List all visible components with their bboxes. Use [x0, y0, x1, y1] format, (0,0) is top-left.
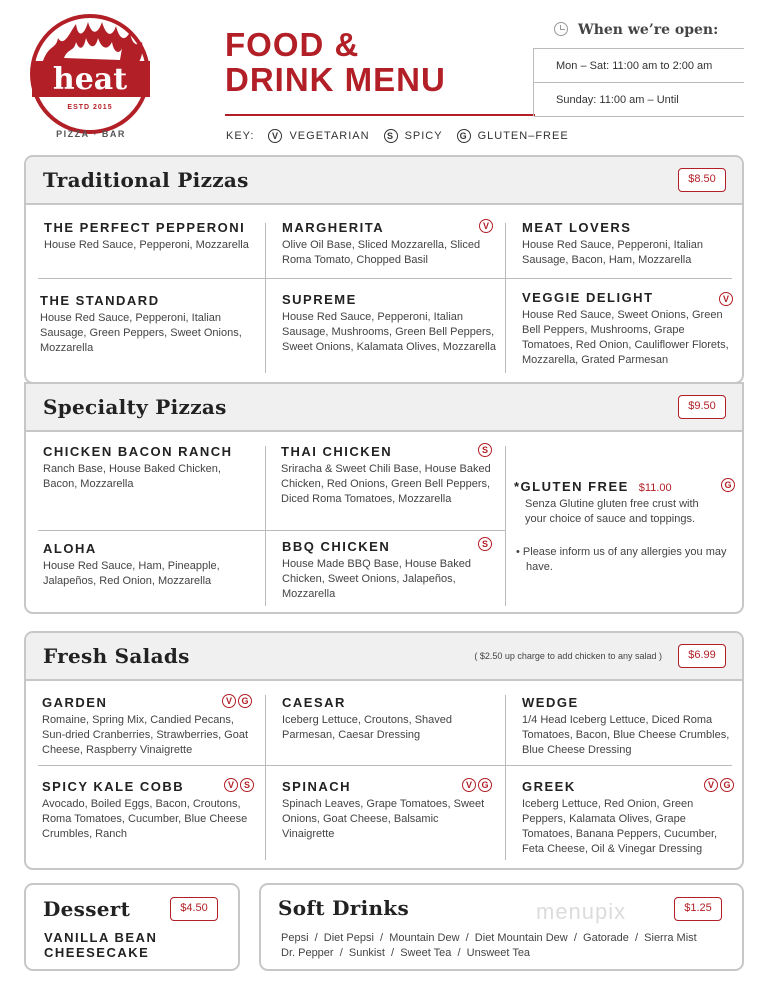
menu-item	[282, 539, 492, 602]
diet-icons	[704, 778, 734, 792]
item-price: $11.00	[638, 482, 672, 494]
gluten-free-item	[514, 479, 734, 527]
menu-item	[40, 293, 255, 356]
item-name: CHICKEN BACON RANCH	[43, 444, 233, 459]
soft-drinks-section	[259, 883, 744, 971]
specialty-pizzas-section	[24, 382, 744, 614]
vegetarian-icon: V	[704, 778, 718, 792]
title-line-1: FOOD &	[225, 26, 360, 63]
spicy-icon: S	[384, 129, 398, 143]
price-tag: $4.50	[170, 897, 218, 921]
gluten-free-icon: G	[721, 478, 735, 492]
spicy-icon: S	[478, 443, 492, 457]
item-name: THE PERFECT PEPPERONI	[44, 220, 246, 235]
item-name: THAI CHICKEN	[281, 444, 393, 459]
gluten-free-icon: G	[238, 694, 252, 708]
item-name: SUPREME	[282, 292, 357, 307]
allergy-notice: • Please inform us of any allergies you may have.	[516, 546, 727, 573]
section-header	[26, 633, 742, 681]
section-title: Fresh Salads	[43, 644, 190, 668]
item-description: Spinach Leaves, Grape Tomatoes, Sweet Onions, Goat Cheese, Balsamic Vinaigrette	[282, 798, 485, 840]
column-divider	[505, 278, 506, 373]
item-description: Olive Oil Base, Sliced Mozzarella, Sliced Roma Tomato, Chopped Basil	[282, 239, 481, 266]
row-divider	[38, 530, 505, 531]
item-description: Avocado, Boiled Eggs, Bacon, Croutons, Roma Tomatoes, Cucumber, Blue Cheese Crumbles, Ranch	[42, 798, 248, 840]
traditional-pizzas-section	[24, 155, 744, 384]
menu-item	[522, 779, 732, 857]
hours-row-weekday: Mon – Sat: 11:00 am to 2:00 am	[534, 49, 744, 83]
brand-tagline: PIZZA · BAR	[56, 129, 126, 139]
item-name: THE STANDARD	[40, 293, 160, 308]
price-tag: $1.25	[674, 897, 722, 921]
item-description: Sriracha & Sweet Chili Base, House Baked Chicken, Red Onions, Green Bell Peppers, Diced Roma Tomatoes, Mozzarella	[281, 463, 491, 505]
item-description: House Red Sauce, Pepperoni, Italian Sausage, Mushrooms, Green Bell Peppers, Sweet Onions, Kalamata Olives, Mozzarella	[282, 311, 496, 353]
title-divider	[225, 114, 535, 116]
section-header	[26, 157, 742, 205]
vegetarian-icon: V	[222, 694, 236, 708]
section-title: Dessert	[43, 897, 131, 921]
menu-item	[281, 444, 493, 507]
svg-text:heat: heat	[52, 62, 128, 97]
gluten-free-icon: G	[457, 129, 471, 143]
section-title: Soft Drinks	[278, 896, 410, 920]
hours-row-sunday: Sunday: 11:00 am – Until	[534, 83, 744, 117]
fresh-salads-section	[24, 631, 744, 870]
menu-item	[282, 220, 482, 268]
vegetarian-icon: V	[479, 219, 493, 233]
column-divider	[265, 446, 266, 606]
menu-item	[282, 779, 487, 842]
item-name: SPICY KALE COBB	[42, 779, 185, 794]
menu-item	[43, 444, 238, 492]
key-label: KEY:	[226, 130, 255, 142]
column-divider	[265, 223, 266, 278]
item-name: *GLUTEN FREE	[514, 479, 629, 494]
hours-heading	[554, 22, 718, 38]
menu-item	[522, 695, 732, 758]
price-tag: $8.50	[678, 168, 726, 192]
menu-item	[44, 220, 259, 253]
column-divider	[265, 695, 266, 860]
menu-item	[43, 541, 248, 589]
item-description: House Red Sauce, Pepperoni, Mozzarella	[44, 239, 249, 251]
row-divider	[38, 278, 732, 279]
key-gluten-free-label: GLUTEN–FREE	[477, 130, 569, 142]
vegetarian-icon: V	[268, 129, 282, 143]
vegetarian-icon: V	[462, 778, 476, 792]
menu-item	[282, 292, 497, 355]
diet-icons	[479, 219, 493, 233]
diet-icons	[721, 478, 735, 492]
item-name: GARDEN	[42, 695, 108, 710]
salad-note: ( $2.50 up charge to add chicken to any salad )	[474, 651, 662, 661]
section-title: Traditional Pizzas	[43, 168, 249, 192]
hours-box	[533, 48, 744, 116]
item-name: ALOHA	[43, 541, 97, 556]
gluten-free-icon: G	[478, 778, 492, 792]
item-description: House Red Sauce, Ham, Pineapple, Jalapeños, Red Onion, Mozzarella	[43, 560, 220, 587]
page-title	[225, 27, 515, 97]
established-label: ESTD 2015	[67, 104, 113, 111]
menu-item	[522, 220, 727, 268]
price-tag: $6.99	[678, 644, 726, 668]
item-description: Iceberg Lettuce, Red Onion, Green Peppers, Kalamata Olives, Grape Tomatoes, Banana Peppers, Cucumber, Feta Cheese, Oil & Vinegar Dressing	[522, 798, 718, 855]
drinks-list-line-1: Pepsi / Diet Pepsi / Mountain Dew / Diet Mountain Dew / Gatorade / Sierra Mist	[281, 932, 697, 944]
item-description: 1/4 Head Iceberg Lettuce, Diced Roma Tomatoes, Bacon, Blue Cheese Crumbles, Blue Cheese Dressing	[522, 714, 730, 756]
column-divider	[505, 695, 506, 860]
item-description: House Red Sauce, Pepperoni, Italian Sausage, Green Peppers, Sweet Onions, Mozzarella	[40, 312, 242, 354]
diet-icons	[478, 537, 492, 551]
vegetarian-icon: V	[719, 292, 733, 306]
item-description: Ranch Base, House Baked Chicken, Bacon, Mozzarella	[43, 463, 221, 490]
item-name: MARGHERITA	[282, 220, 385, 235]
price-tag: $9.50	[678, 395, 726, 419]
item-description: Iceberg Lettuce, Croutons, Shaved Parmesan, Caesar Dressing	[282, 714, 452, 741]
key-vegetarian-label: VEGETARIAN	[289, 130, 370, 142]
column-divider	[265, 278, 266, 373]
item-description: Senza Glutine gluten free crust with your choice of sauce and toppings.	[525, 498, 699, 525]
drinks-list-line-2: Dr. Pepper / Sunkist / Sweet Tea / Unsweet Tea	[281, 947, 531, 959]
menu-item	[522, 290, 732, 368]
menu-item	[282, 695, 482, 743]
title-line-2: DRINK MENU	[225, 61, 446, 98]
item-description: Romaine, Spring Mix, Candied Pecans, Sun-dried Cranberries, Strawberries, Goat Cheese, Raspberry Vinaigrette	[42, 714, 249, 756]
hours-heading-text: When we’re open:	[578, 22, 719, 38]
item-name: VEGGIE DELIGHT	[522, 290, 654, 305]
diet-icons	[462, 778, 492, 792]
column-divider	[505, 446, 506, 606]
dessert-item: VANILLA BEAN CHEESECAKE	[44, 930, 158, 960]
item-description: House Made BBQ Base, House Baked Chicken, Sweet Onions, Jalapeños, Mozzarella	[282, 558, 471, 600]
row-divider	[38, 765, 732, 766]
item-name: CAESAR	[282, 695, 346, 710]
watermark: menupix	[536, 899, 627, 924]
vegetarian-icon: V	[224, 778, 238, 792]
gluten-free-heading	[514, 479, 734, 494]
item-name: BBQ CHICKEN	[282, 539, 391, 554]
gluten-free-icon: G	[720, 778, 734, 792]
item-description: House Red Sauce, Sweet Onions, Green Bell Peppers, Mushrooms, Grape Tomatoes, Red Onion, Cauliflower Florets, Mozzarella, Grated Parmesan	[522, 309, 729, 366]
item-name: SPINACH	[282, 779, 352, 794]
item-name: GREEK	[522, 779, 576, 794]
diet-icons	[478, 443, 492, 457]
spicy-icon: S	[478, 537, 492, 551]
item-description: House Red Sauce, Pepperoni, Italian Sausage, Bacon, Ham, Mozzarella	[522, 239, 704, 266]
diet-icons	[719, 292, 733, 306]
heat-logo	[28, 14, 156, 142]
clock-icon	[554, 22, 568, 36]
section-header	[26, 384, 742, 432]
menu-item	[42, 695, 252, 758]
symbol-key	[226, 129, 569, 143]
column-divider	[505, 223, 506, 278]
key-spicy-label: SPICY	[404, 130, 443, 142]
spicy-icon: S	[240, 778, 254, 792]
diet-icons	[222, 694, 252, 708]
item-name: MEAT LOVERS	[522, 220, 632, 235]
dessert-section	[24, 883, 240, 971]
diet-icons	[224, 778, 254, 792]
section-title: Specialty Pizzas	[43, 395, 227, 419]
item-name: WEDGE	[522, 695, 579, 710]
